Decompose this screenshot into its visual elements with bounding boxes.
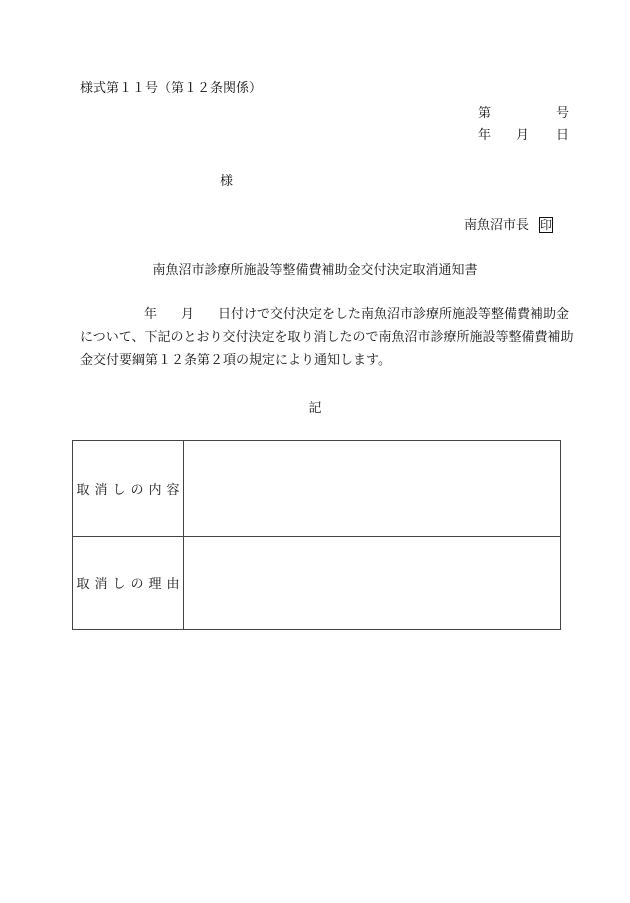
table-row-cancellation-reason: [73, 536, 560, 629]
document-number-prefix: 第: [478, 106, 492, 121]
cancellation-content-label: 取消しの内容: [76, 483, 185, 498]
cancellation-content-field[interactable]: [184, 441, 560, 536]
document-title: 南魚沼市診療所施設等整備費補助金交付決定取消通知書: [152, 263, 478, 278]
cancellation-reason-label: 取消しの理由: [76, 577, 185, 592]
date-month-label: 月: [516, 128, 530, 143]
cancellation-table: [72, 440, 561, 630]
body-line-3: 金交付要綱第１２条第２項の規定により通知します。: [80, 353, 391, 368]
body-line-2: について、下記のとおり交付決定を取り消したので南魚沼市診療所施設等整備費補助: [80, 330, 574, 345]
seal-stamp: 印: [540, 218, 553, 232]
issuer-title: 南魚沼市長: [464, 218, 530, 233]
date-day-label: 日: [556, 128, 570, 143]
table-label-cell: [73, 441, 184, 536]
body-month-label: 月: [181, 307, 195, 322]
form-number: 様式第１１号（第１２条関係）: [80, 81, 263, 96]
body-year-label: 年: [144, 307, 158, 322]
table-label-cell: [73, 536, 184, 629]
addressee-honorific: 様: [220, 174, 234, 189]
table-row-cancellation-content: [73, 441, 560, 537]
cancellation-reason-field[interactable]: [184, 536, 560, 629]
date-year-label: 年: [478, 128, 492, 143]
body-line-1-text: 日付けで交付決定をした南魚沼市診療所施設等整備費補助金: [218, 307, 570, 322]
ki-heading: 記: [308, 401, 322, 416]
document-number-suffix: 号: [556, 106, 570, 121]
